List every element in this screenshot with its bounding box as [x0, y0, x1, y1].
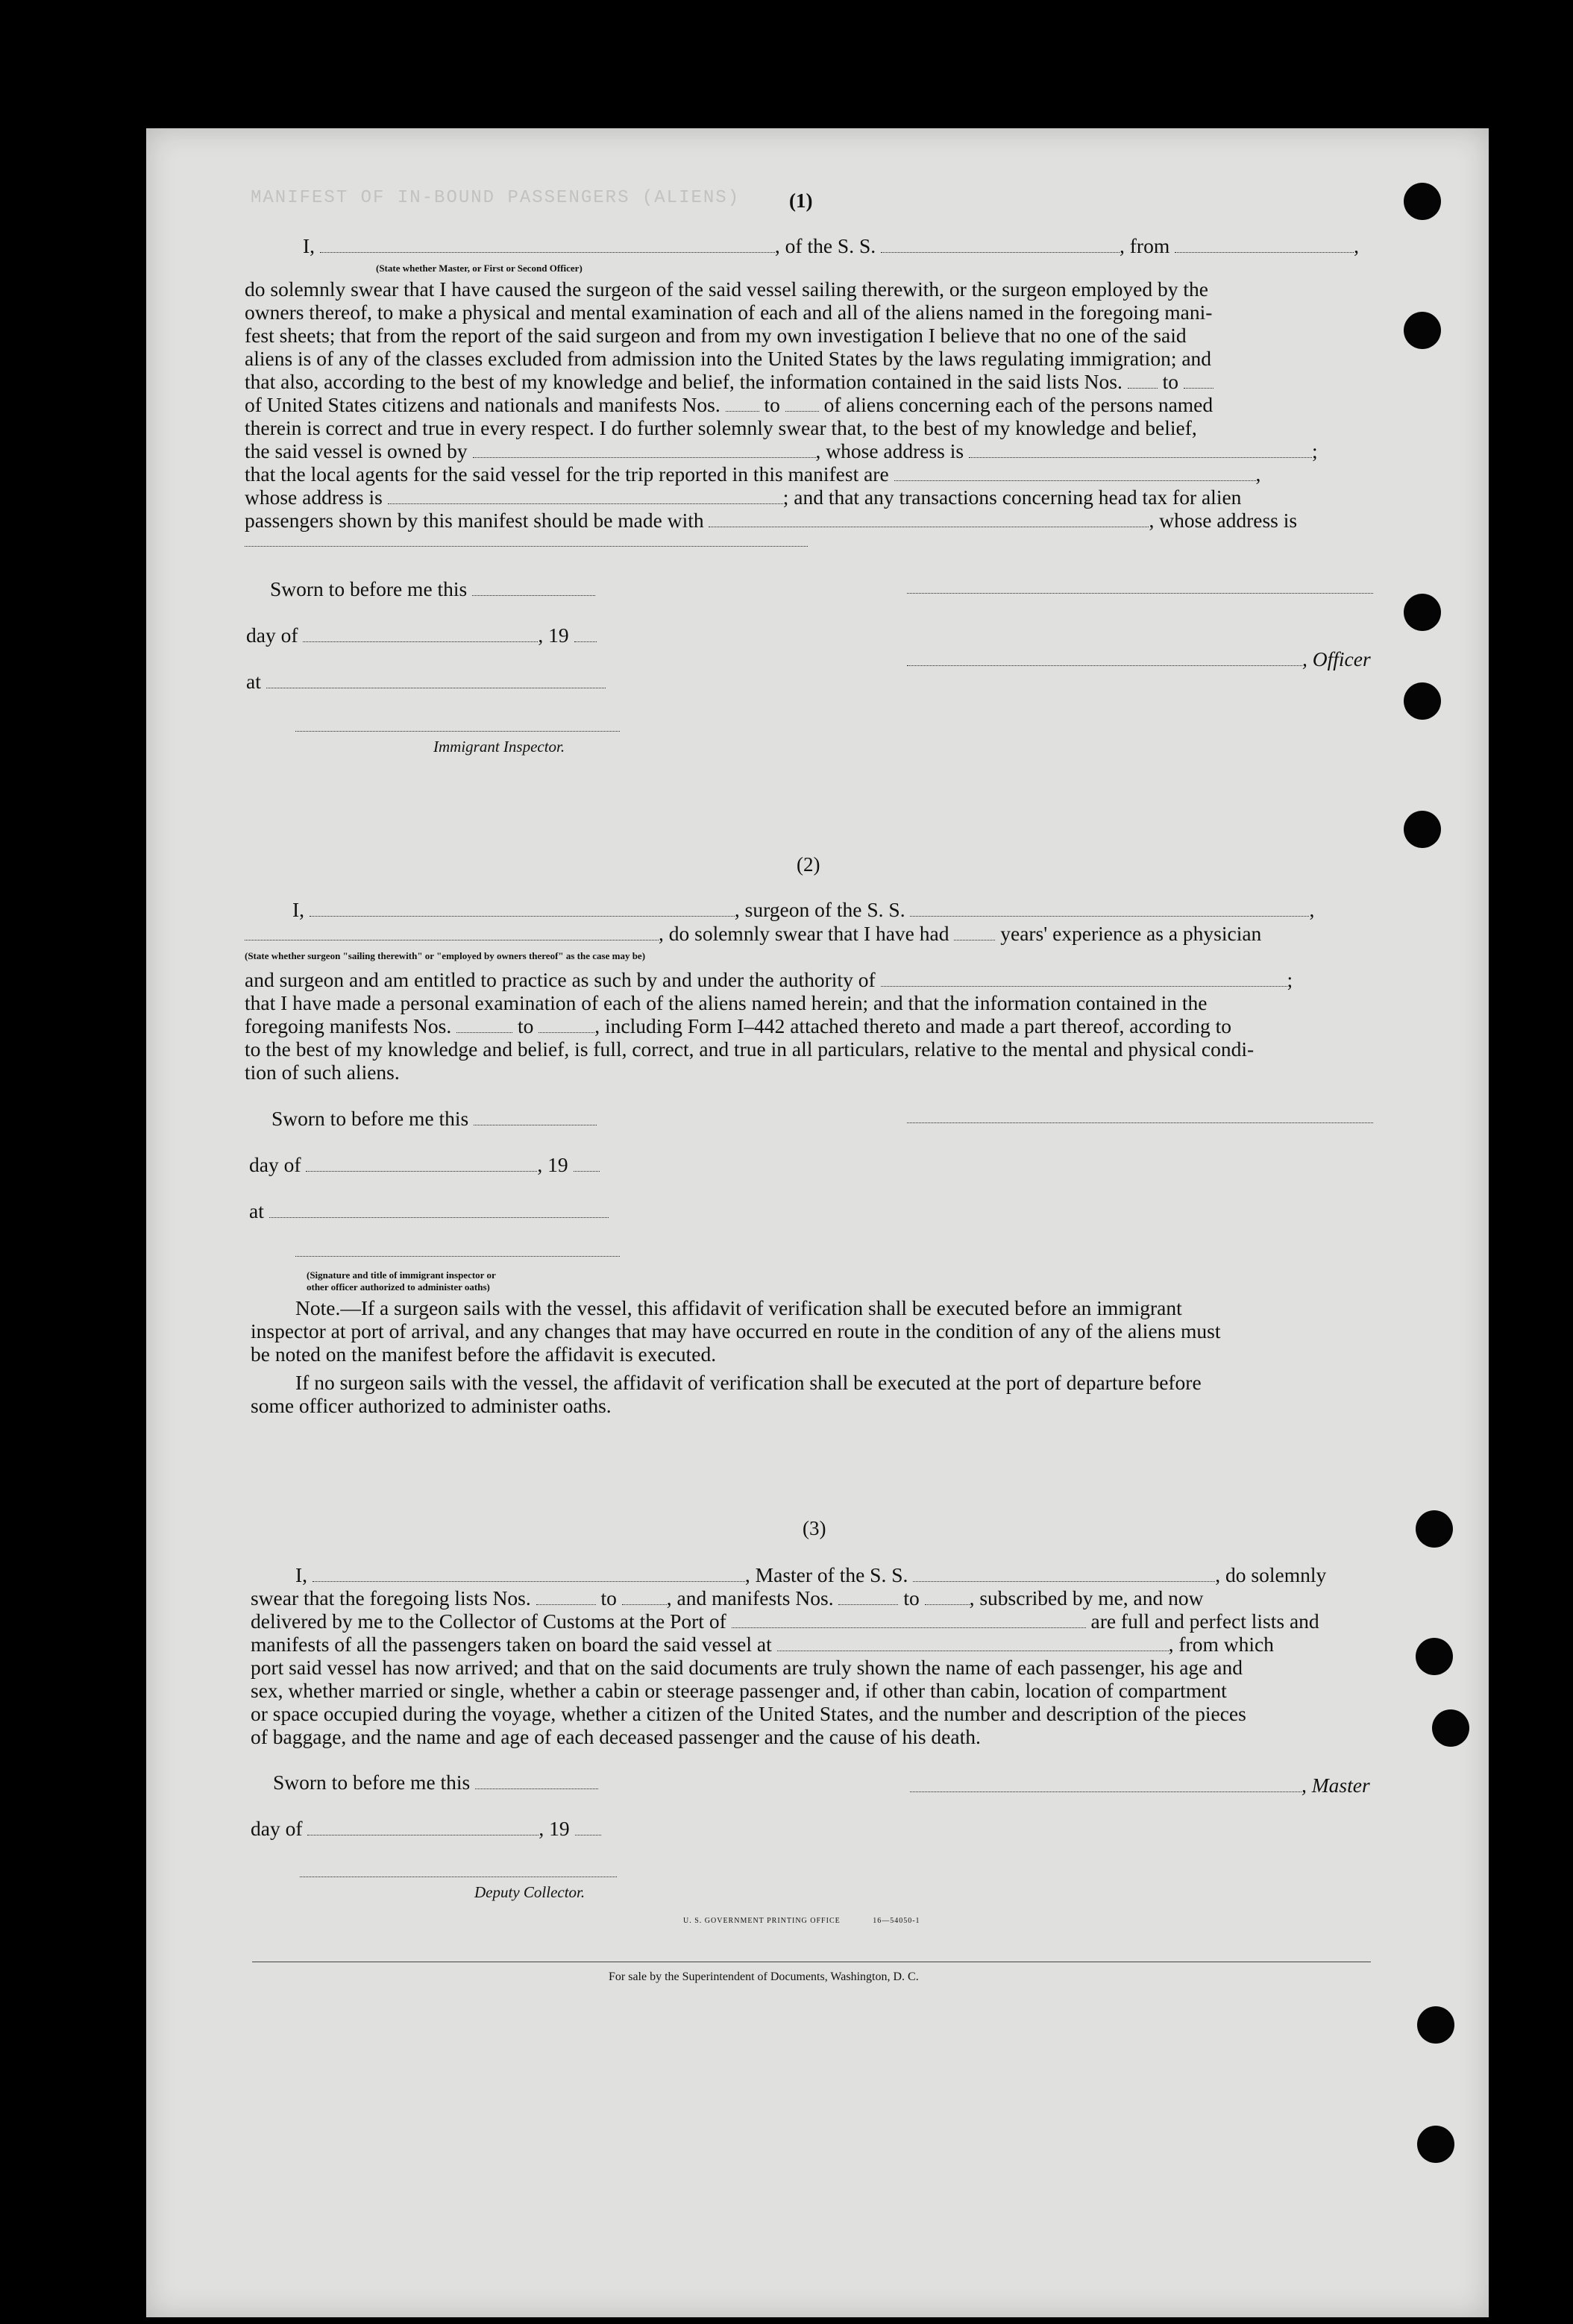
section-2-number: (2): [797, 853, 820, 876]
years-exp-text: years' experience as a physician: [1000, 922, 1262, 945]
sec3-manifests-from-field[interactable]: [838, 1588, 898, 1605]
comma: ,: [1354, 234, 1359, 257]
surgeon-status-field[interactable]: [245, 923, 659, 940]
day-of-text: day of: [251, 1817, 303, 1840]
signature-note-2: other officer authorized to administer oaths): [307, 1281, 490, 1293]
years-field[interactable]: [954, 923, 995, 940]
sec2-swear-line: [245, 922, 1261, 945]
delivered-text: delivered by me to the Collector of Customs at the Port of: [251, 1609, 726, 1633]
sec3-year-field[interactable]: [575, 1818, 601, 1835]
note-line-3: be noted on the manifest before the affidavit is executed.: [251, 1342, 717, 1366]
sec3-manifests-to-field[interactable]: [925, 1588, 970, 1605]
officer-label: , Officer: [1302, 647, 1371, 670]
surgeon-state-note: (State whether surgeon "sailing therewith" or "employed by owners thereof" as the case may be): [245, 950, 646, 961]
sec2-day-field[interactable]: [306, 1155, 537, 1172]
authority-field[interactable]: [881, 970, 1287, 987]
address-continuation-line[interactable]: [245, 546, 808, 547]
including-text: , including Form I–442 attached thereto and made a part thereof, according to: [594, 1014, 1231, 1037]
binder-hole: [1432, 1709, 1469, 1747]
inspector-signature-line[interactable]: [295, 731, 620, 732]
sec2-line-5: tion of such aliens.: [245, 1061, 400, 1084]
agents-field[interactable]: [894, 464, 1256, 481]
sec2-line-3: [245, 1014, 1231, 1037]
sec3-line-3: [251, 1609, 1319, 1633]
owner-field[interactable]: [473, 441, 816, 458]
sec2-inspector-line[interactable]: [295, 1256, 620, 1257]
binder-hole: [1404, 594, 1441, 631]
sec1-officer: [907, 647, 1371, 670]
semicolon: ;: [1287, 968, 1293, 991]
lists-text: that also, according to the best of my knowledge and belief, the information contained in the said lists Nos.: [245, 370, 1123, 393]
surgeon-signature-line[interactable]: [907, 1122, 1373, 1123]
binder-hole: [1404, 811, 1441, 848]
binder-hole: [1404, 312, 1441, 349]
manifests-all-text: manifests of all the passengers taken on board the said vessel at: [251, 1633, 772, 1656]
authority-text: and surgeon and am entitled to practice as such by and under the authority of: [245, 968, 876, 991]
bleed-through-text: MANIFEST OF IN-BOUND PASSENGERS (ALIENS): [251, 188, 741, 208]
to-label: to: [903, 1586, 920, 1609]
lists-to-field[interactable]: [1184, 371, 1213, 389]
gpo-text: U. S. GOVERNMENT PRINTING OFFICE: [683, 1917, 841, 1925]
deputy-collector-label: Deputy Collector.: [474, 1883, 585, 1901]
solemnly-swear-text: , do solemnly swear that I have had: [659, 922, 949, 945]
sec2-line-4: to the best of my knowledge and belief, is full, correct, and true in all particulars, relative to the mental and physical condi-: [245, 1037, 1255, 1061]
to-label: to: [1162, 370, 1179, 393]
binder-hole: [1417, 2126, 1454, 2163]
section-3-number: (3): [803, 1517, 826, 1539]
agents-text: that the local agents for the said vessel for the trip reported in this manifest are: [245, 462, 889, 486]
sec3-sworn: [273, 1771, 598, 1794]
document-page: [146, 128, 1489, 2317]
year-prefix: , 19: [538, 624, 569, 647]
sale-notice: For sale by the Superintendent of Documents, Washington, D. C.: [609, 1970, 919, 1983]
state-note: (State whether Master, or First or Second Officer): [376, 263, 583, 274]
do-solemnly-label: , do solemnly: [1215, 1563, 1327, 1586]
and-manifests-text: , and manifests Nos.: [666, 1586, 834, 1609]
section-1-number: (1): [789, 189, 813, 212]
swear-lists-text: swear that the foregoing lists Nos.: [251, 1586, 531, 1609]
year-prefix: , 19: [539, 1817, 570, 1840]
at-place-field[interactable]: [266, 671, 606, 688]
master-of-label: , Master of the S. S.: [744, 1563, 908, 1586]
to-label: to: [518, 1014, 534, 1037]
owner-address-field[interactable]: [969, 441, 1312, 458]
surgeon-of-label: , surgeon of the S. S.: [734, 898, 905, 921]
sec2-at-field[interactable]: [269, 1201, 609, 1218]
form-number: 16—54050-1: [873, 1917, 920, 1925]
at-text: at: [246, 670, 261, 693]
sec2-day-of: [249, 1153, 600, 1176]
sec1-line-1: do solemnly swear that I have caused the surgeon of the said vessel sailing therewith, or the surgeon employed by the: [245, 277, 1208, 301]
from-port-field[interactable]: [1175, 236, 1354, 253]
passengers-text: passengers shown by this manifest should be made with: [245, 509, 704, 532]
sec2-line-2: that I have made a personal examination of each of the aliens named herein; and that the information contained in the: [245, 991, 1208, 1014]
whose-address-label: , whose address is: [815, 439, 964, 462]
lists-from-field[interactable]: [1128, 371, 1158, 389]
sec3-line-4: [251, 1633, 1274, 1656]
sec1-at: [246, 670, 606, 693]
sec3-master-line: [295, 1563, 1326, 1586]
agents-address-field[interactable]: [388, 487, 783, 504]
binder-hole: [1417, 2006, 1454, 2044]
master-signature-field[interactable]: [910, 1775, 1302, 1792]
of-ss-label: , of the S. S.: [774, 234, 876, 257]
sec3-lists-from-field[interactable]: [536, 1588, 596, 1605]
i-label: I,: [303, 234, 315, 257]
i-label: I,: [292, 898, 305, 921]
master-label: , Master: [1302, 1774, 1370, 1797]
sec2-from-field[interactable]: [456, 1016, 512, 1033]
binder-hole: [1404, 682, 1441, 720]
sec3-day-of: [251, 1817, 601, 1840]
sec1-line-11: [245, 509, 1297, 532]
full-perfect-text: are full and perfect lists and: [1090, 1609, 1319, 1633]
of-aliens-text: of aliens concerning each of the persons named: [823, 393, 1213, 416]
note-line-2: inspector at port of arrival, and any changes that may have occurred en route in the condition of any of the aliens must: [251, 1319, 1221, 1342]
binder-hole: [1416, 1510, 1453, 1548]
sec3-master-sig: [910, 1774, 1370, 1797]
year-prefix: , 19: [537, 1153, 568, 1176]
sec1-line-10: [245, 486, 1241, 509]
whose-address-text: whose address is: [245, 486, 383, 509]
subscribed-text: , subscribed by me, and now: [969, 1586, 1204, 1609]
to-label: to: [764, 393, 780, 416]
vessel-name-field[interactable]: [881, 236, 1120, 253]
officer-title-field[interactable]: [907, 649, 1302, 666]
manifests-from-field[interactable]: [726, 395, 759, 412]
sec1-line-5: [245, 370, 1213, 393]
sec2-to-field[interactable]: [539, 1016, 594, 1033]
owned-by-text: the said vessel is owned by: [245, 439, 468, 462]
sec2-sworn-field[interactable]: [474, 1108, 597, 1125]
binder-hole: [1404, 183, 1441, 220]
sec1-line-6: [245, 393, 1213, 416]
port-field[interactable]: [732, 1611, 1086, 1628]
gpo-imprint: [683, 1917, 920, 1925]
sec3-line-6: sex, whether married or single, whether a cabin or steerage passenger and, if other than cabin, location of compartment: [251, 1679, 1227, 1702]
sec3-lists-to-field[interactable]: [622, 1588, 667, 1605]
immigrant-inspector-label: Immigrant Inspector.: [433, 738, 565, 756]
binder-hole: [1416, 1638, 1453, 1675]
head-tax-text: ; and that any transactions concerning head tax for alien: [782, 486, 1242, 509]
sec1-line-2: owners thereof, to make a physical and mental examination of each and all of the aliens named in the foregoing mani-: [245, 301, 1213, 324]
sec2-line-1: [245, 968, 1293, 991]
master-name-field[interactable]: [313, 1565, 745, 1582]
day-of-text: day of: [249, 1153, 301, 1176]
i-label: I,: [295, 1563, 308, 1586]
manifests-text: of United States citizens and nationals and manifests Nos.: [245, 393, 720, 416]
sworn-text: Sworn to before me this: [273, 1771, 471, 1794]
sec2-surgeon-line: [292, 898, 1314, 921]
officer-line: [303, 234, 1359, 257]
sec1-sworn: [270, 577, 595, 600]
sworn-text: Sworn to before me this: [270, 577, 468, 600]
sec1-line-7: therein is correct and true in every respect. I do further solemnly swear that, to the best of my knowledge and belief,: [245, 416, 1197, 439]
sec2-year-field[interactable]: [574, 1155, 600, 1172]
day-of-field[interactable]: [303, 625, 538, 642]
sec1-line-4: aliens is of any of the classes excluded from admission into the United States by the laws regulating immigration; and: [245, 347, 1212, 370]
sec3-line-5: port said vessel has now arrived; and that on the said documents are truly shown the name of each passenger, his age and: [251, 1656, 1243, 1679]
surgeon-name-field[interactable]: [310, 899, 735, 917]
signature-note-1: (Signature and title of immigrant inspector or: [307, 1269, 496, 1281]
sworn-text: Sworn to before me this: [271, 1107, 469, 1130]
boarding-port-field[interactable]: [777, 1634, 1169, 1651]
sec2-vessel-field[interactable]: [910, 899, 1309, 917]
from-label: , from: [1120, 234, 1170, 257]
sec3-line-2: [251, 1586, 1204, 1609]
semicolon: ;: [1311, 439, 1318, 462]
officer-name-field[interactable]: [320, 236, 775, 253]
note-line-4: If no surgeon sails with the vessel, the affidavit of verification shall be executed at the port of departure before: [295, 1371, 1202, 1394]
day-of-text: day of: [246, 624, 298, 647]
officer-signature-line[interactable]: [907, 593, 1373, 594]
sec1-day-of: [246, 624, 597, 647]
whose-address-label: , whose address is: [1149, 509, 1298, 532]
comma: ,: [1255, 462, 1261, 486]
from-which-text: , from which: [1168, 1633, 1274, 1656]
at-text: at: [249, 1199, 264, 1222]
sec3-vessel-field[interactable]: [913, 1565, 1215, 1582]
sworn-day-field[interactable]: [472, 579, 595, 596]
foregoing-text: foregoing manifests Nos.: [245, 1014, 452, 1037]
sec3-sworn-field[interactable]: [475, 1772, 598, 1789]
to-label: to: [600, 1586, 617, 1609]
sec3-line-7: or space occupied during the voyage, whether a citizen of the United States, and the number and description of the pieces: [251, 1702, 1246, 1725]
sec3-day-field[interactable]: [307, 1818, 539, 1835]
sec2-at: [249, 1199, 609, 1222]
sec3-line-8: of baggage, and the name and age of each deceased passenger and the cause of his death.: [251, 1725, 981, 1748]
head-tax-party-field[interactable]: [709, 510, 1149, 527]
comma: ,: [1309, 898, 1315, 921]
sec1-line-9: [245, 462, 1260, 486]
sec1-line-3: fest sheets; that from the report of the said surgeon and from my own investigation I believe that no one of the said: [245, 324, 1187, 347]
note-line-1: Note.—If a surgeon sails with the vessel, this affidavit of verification shall be executed before an immigrant: [295, 1296, 1182, 1319]
sec1-line-8: [245, 439, 1318, 462]
sec2-sworn: [271, 1107, 597, 1130]
note-line-5: some officer authorized to administer oaths.: [251, 1394, 612, 1417]
year-field[interactable]: [574, 625, 597, 642]
manifests-to-field[interactable]: [785, 395, 819, 412]
